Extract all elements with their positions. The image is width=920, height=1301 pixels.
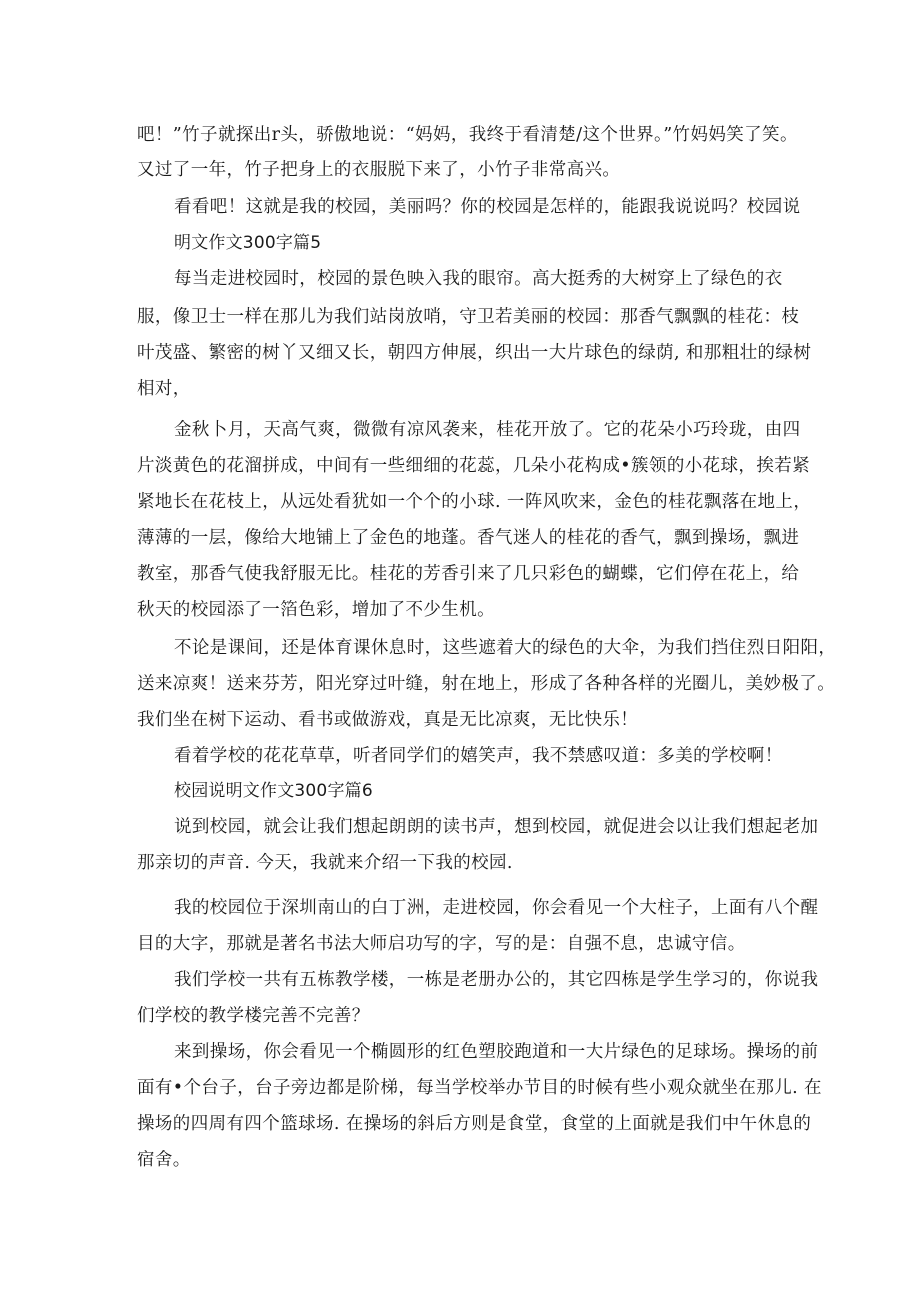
text-line: 操场的四周有四个篮球场. 在操场的斜后方则是食堂，食堂的上面就是我们中午休息的	[137, 1114, 812, 1134]
text-line: 来到操场，你会看见一个椭圆形的红色塑胶跑道和一大片绿色的足球场。操场的前	[174, 1042, 819, 1062]
text-line: 看着学校的花花草草，听者同学们的嬉笑声，我不禁感叹道：多美的学校啊！	[174, 746, 783, 766]
text-line: 薄薄的一层，像给大地铺上了金色的地蓬。香气迷人的桂花的香气，飘到操场，飘进	[137, 528, 800, 548]
text-line: 们学校的教学楼完善不完善？	[137, 1006, 370, 1026]
text-line: 片淡黄色的花溜拼成，中间有一些细细的花蕊，几朵小花构成•簇领的小花球，挨若紧	[137, 456, 811, 476]
text-line: 每当走进校园时，校园的景色映入我的眼帘。高大挺秀的大树穿上了绿色的衣	[174, 269, 783, 289]
text-line: 目的大字，那就是著名书法大师启功写的字，写的是：自强不息，忠诚守信。	[137, 934, 746, 954]
section-heading: 校园说明文作文300字篇6	[174, 781, 373, 801]
text-line: 面有•个台子，台子旁边都是阶梯，每当学校举办节目的时候有些小观众就坐在那儿. 在	[137, 1078, 822, 1098]
text-line: 看看吧！这就是我的校园，美丽吗？你的校园是怎样的，能跟我说说吗？校园说	[174, 197, 801, 217]
text-line: 送来凉爽！送来芬芳，阳光穿过叶缝，射在地上，形成了各种各样的光圈儿，美妙极了。	[137, 674, 836, 694]
text-line: 紧地长在花枝上，从远处看犹如一个个的小球. 一阵风吹来，金色的桂花飘落在地上，	[137, 492, 812, 512]
text-line: 我们学校一共有五栋教学楼，一栋是老册办公的，其它四栋是学生学习的，你说我	[174, 970, 819, 990]
text-line: 那亲切的声音. 今天，我就来介绍一下我的校园.	[137, 853, 513, 873]
text-line: 叶茂盛、繁密的树丫又细又长，朝四方伸展，织出一大片球色的绿荫, 和那粗壮的绿树	[137, 343, 812, 363]
text-line: 我的校园位于深圳南山的白丁洲，走进校园，你会看见一个大柱子，上面有八个醒	[174, 898, 819, 918]
text-line: 又过了一年，竹子把身上的衣服脱下来了，小竹子非常高兴。	[137, 160, 621, 180]
text-line: 教室，那香气使我舒服无比。桂花的芳香引来了几只彩色的蝴蝶，它们停在花上，给	[137, 564, 800, 584]
text-line: 相对，	[137, 379, 191, 399]
text-line: 金秋卜月，天高气爽，微微有凉风袭来，桂花开放了。它的花朵小巧玲珑，由四	[174, 420, 801, 440]
text-line: 秋天的校园添了一箔色彩，增加了不少生机。	[137, 600, 495, 620]
text-line: 我们坐在树下运动、看书或做游戏，真是无比凉爽，无比快乐！	[137, 710, 639, 730]
text-line: 不论是课间，还是体育课休息时，这些遮着大的绿色的大伞，为我们挡住烈日阳阳，	[174, 638, 837, 658]
text-line: 说到校园，就会让我们想起朗朗的读书声，想到校园，就促进会以让我们想起老加	[174, 817, 819, 837]
text-line: 服，像卫士一样在那儿为我们站岗放哨，守卫若美丽的校园：那香气飘飘的桂花：枝	[137, 307, 800, 327]
text-line: 宿舍。	[137, 1150, 191, 1170]
text-line: 吧！”竹子就探出r头，骄傲地说：“妈妈，我终于看清楚/这个世界。”竹妈妈笑了笑。	[137, 125, 798, 145]
section-heading: 明文作文300字篇5	[174, 233, 322, 253]
